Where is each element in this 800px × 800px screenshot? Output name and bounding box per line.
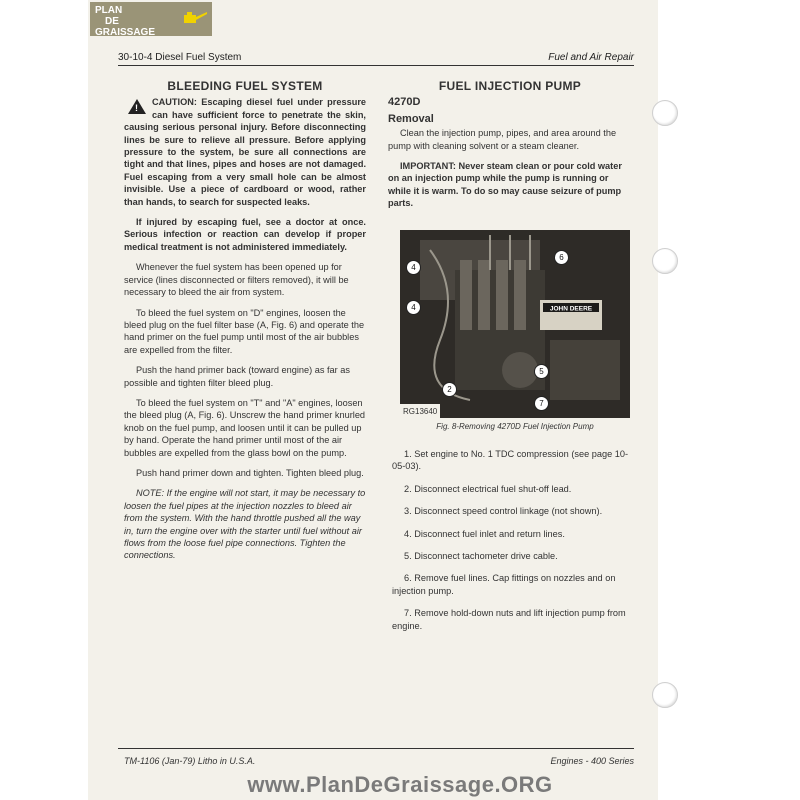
step-item: 4. Disconnect fuel inlet and return lines. bbox=[404, 528, 565, 539]
step-item: 2. Disconnect electrical fuel shut-off lead. bbox=[404, 483, 572, 494]
removal-steps bbox=[392, 448, 634, 642]
step-item: 6. Remove fuel lines. Cap fittings on nozzles and on injection pump. bbox=[392, 573, 616, 596]
binder-hole bbox=[652, 682, 678, 708]
important-notice: IMPORTANT: Never steam clean or pour cold water on an injection pump while the pump is running or while it is warm. To do so may cause seizure of pump parts. bbox=[388, 161, 622, 209]
warning-icon: ! bbox=[128, 99, 146, 114]
right-column bbox=[388, 80, 632, 218]
header-rule bbox=[118, 65, 634, 66]
callout-7: 7 bbox=[534, 396, 549, 411]
callout-4: 4 bbox=[406, 300, 421, 315]
note-text: NOTE: If the engine will not start, it may be necessary to loosen the fuel pipes at the injection nozzles to bleed air from the system. With the hand throttle pushed all the way in, turn the engine over with the starter until fuel without air flows from the loose fuel pipe connections. Tighten the connections. bbox=[124, 488, 366, 561]
figure-caption: Fig. 8-Removing 4270D Fuel Injection Pump bbox=[436, 422, 594, 431]
engine-illustration bbox=[400, 230, 630, 418]
paragraph: To bleed the fuel system on "D" engines, loosen the bleed plug on the fuel filter base (A, Fig. 6) and operate the hand primer on the fuel pump until most of the air bubbles are expelled from the filter. bbox=[124, 307, 365, 355]
caution-text: CAUTION: Escaping diesel fuel under pressure can have sufficient force to penetrate the skin, causing serious personal injury. Before disconnecting lines be sure to relieve all pressure. Before applying pressure to the system, be sure all connections are tight and that lines, pipes and hoses are not damaged. Fuel escaping from a very small hole can be almost invisible. Use a piece of cardboard or wood, rather than hands, to search for suspected leaks. bbox=[124, 97, 366, 207]
paragraph: Whenever the fuel system has been opened up for service (lines disconnected or filters removed), it will be necessary to bleed the air from system. bbox=[124, 262, 349, 298]
step-item: 7. Remove hold-down nuts and lift injection pump from engine. bbox=[392, 608, 626, 631]
paragraph: To bleed the fuel system on "T" and "A" engines, loosen the bleed plug (A, Fig. 6). Unscrew the hand primer knurled knob on the fuel pump, and loosen until it can be pulled up by hand. Operate the hand primer until most of the air bubbles are expelled from the glass bowl on the pump. bbox=[124, 397, 366, 458]
callout-6: 6 bbox=[554, 250, 569, 265]
left-column bbox=[124, 80, 366, 570]
intro-paragraph: Clean the injection pump, pipes, and area around the pump with cleaning solvent or a steam cleaner. bbox=[388, 128, 617, 151]
logo-line-2: DE bbox=[105, 16, 119, 27]
callout-4: 4 bbox=[406, 260, 421, 275]
callout-2: 2 bbox=[442, 382, 457, 397]
footer-left: TM-1106 (Jan-79) Litho in U.S.A. bbox=[124, 756, 256, 766]
paragraph: Push hand primer down and tighten. Tighten bleed plug. bbox=[136, 467, 364, 478]
binder-hole bbox=[652, 100, 678, 126]
photo-plate-label: JOHN DEERE bbox=[549, 305, 593, 313]
step-item: 5. Disconnect tachometer drive cable. bbox=[404, 551, 558, 562]
injection-pump-title: FUEL INJECTION PUMP bbox=[438, 79, 582, 93]
logo-line-1: PLAN bbox=[95, 5, 123, 16]
binder-hole bbox=[652, 248, 678, 274]
footer-rule bbox=[118, 748, 634, 749]
oil-can-icon bbox=[182, 9, 208, 25]
callout-5: 5 bbox=[534, 364, 549, 379]
paragraph: Push the hand primer back (toward engine) as far as possible and tighten filter bleed plug. bbox=[124, 365, 350, 388]
model-heading: 4270D bbox=[388, 96, 421, 109]
bleeding-title: BLEEDING FUEL SYSTEM bbox=[167, 79, 323, 93]
header-chapter-title: Fuel and Air Repair bbox=[548, 52, 634, 63]
footer-right: Engines - 400 Series bbox=[550, 756, 634, 766]
logo-line-3: GRAISSAGE bbox=[95, 27, 156, 38]
photo-code: RG13640 bbox=[403, 407, 438, 416]
injury-warning: If injured by escaping fuel, see a doctor at once. Serious infection or reaction can develop if proper medical treatment is not administered immediately. bbox=[124, 217, 366, 252]
plan-de-graissage-logo bbox=[90, 2, 212, 36]
step-item: 3. Disconnect speed control linkage (not shown). bbox=[404, 506, 603, 517]
watermark-link[interactable]: www.PlanDeGraissage.ORG bbox=[247, 772, 553, 797]
engine-photo bbox=[400, 230, 630, 418]
removal-heading: Removal bbox=[388, 112, 434, 125]
header-section-title: 30-10-4 Diesel Fuel System bbox=[118, 52, 242, 63]
step-item: 1. Set engine to No. 1 TDC compression (see page 10-05-03). bbox=[392, 449, 629, 472]
